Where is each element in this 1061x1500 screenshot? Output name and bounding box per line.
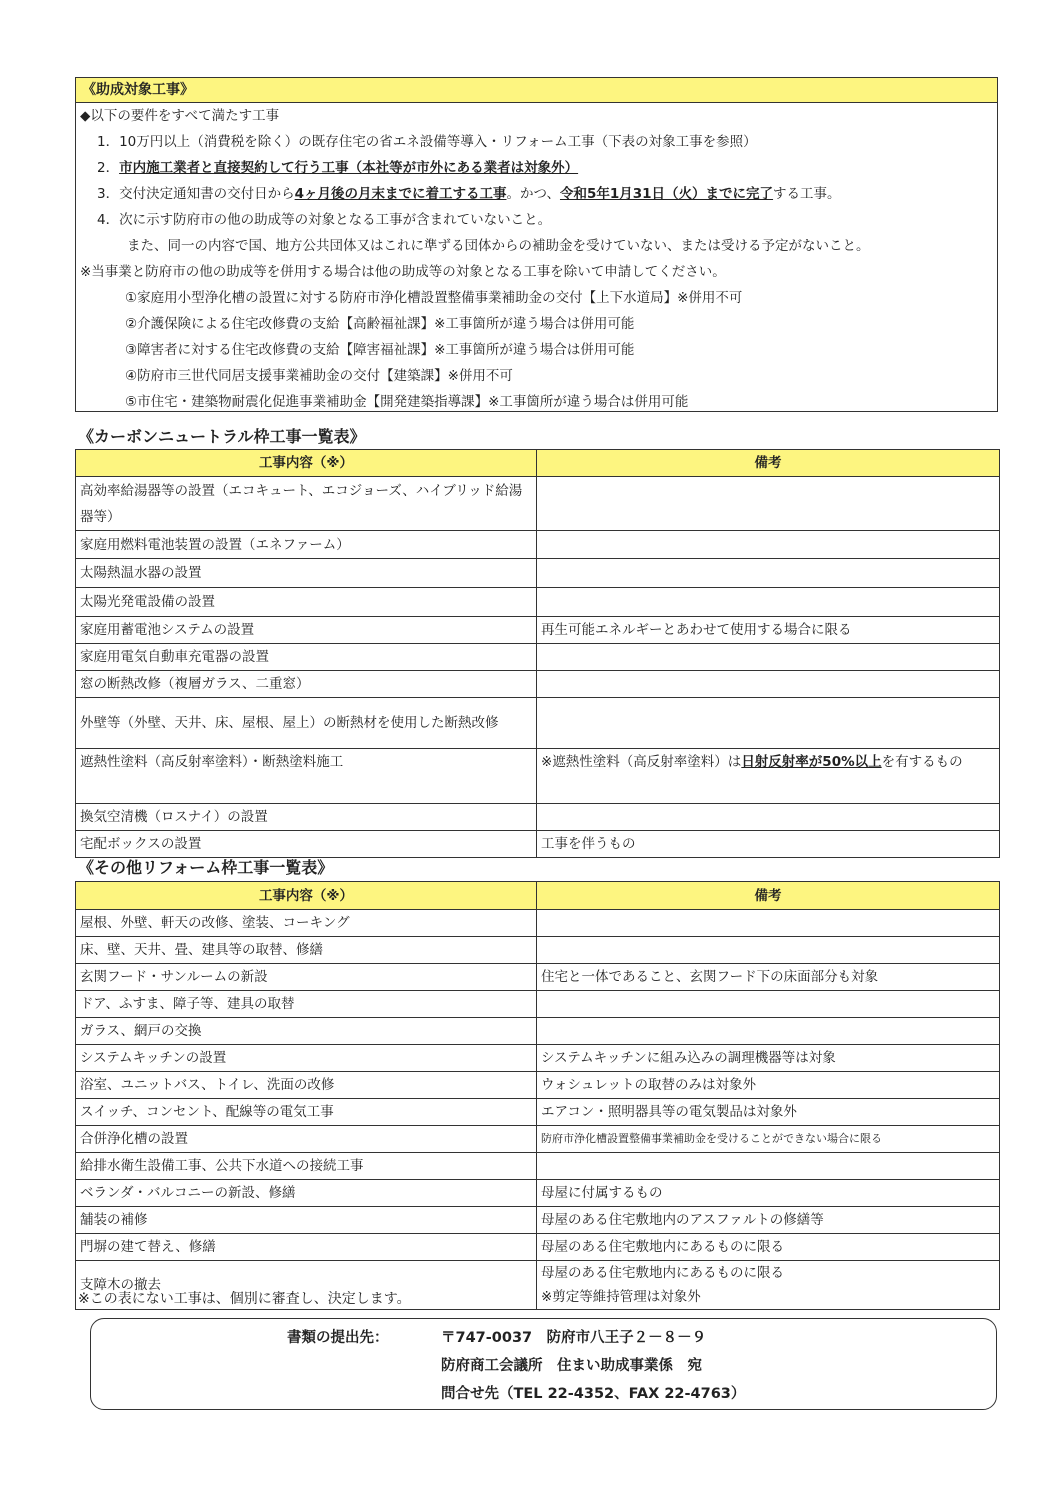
submission-address: 〒747-0037 防府市八王子２－８－９ — [441, 1330, 707, 1346]
requirements-intro: ◆以下の要件をすべて満たす工事 — [80, 108, 280, 124]
note-cell — [537, 1153, 1000, 1180]
submission-label: 書類の提出先： — [287, 1330, 389, 1346]
note-cell — [537, 910, 1000, 937]
table-header-row — [76, 450, 1000, 477]
work-cell: 高効率給湯器等の設置（エコキュート、エコジョーズ、ハイブリッド給湯器等） — [76, 477, 537, 531]
work-cell: 遮熱性塗料（高反射率塗料）・断熱塗料施工 — [76, 749, 537, 804]
work-cell: 浴室、ユニットバス、トイレ、洗面の改修 — [76, 1072, 537, 1099]
table-row — [76, 749, 1000, 804]
note-cell: 母屋に付属するもの — [537, 1180, 1000, 1207]
note-cell — [537, 477, 1000, 531]
note-cell — [537, 804, 1000, 831]
note-cell — [537, 1261, 1000, 1310]
other-subsidy-4: ④防府市三世代同居支援事業補助金の交付【建築課】※併用不可 — [125, 368, 513, 384]
note-cell — [537, 749, 1000, 804]
table-row — [76, 559, 1000, 588]
table-row — [76, 1072, 1000, 1099]
requirement-3-completion-deadline: 令和5年1月31日（火）までに完了 — [559, 186, 774, 202]
work-cell: 太陽光発電設備の設置 — [76, 588, 537, 617]
note-cell — [537, 937, 1000, 964]
work-cell: ガラス、網戸の交換 — [76, 1018, 537, 1045]
note-cell: エアコン・照明器具等の電気製品は対象外 — [537, 1099, 1000, 1126]
column-header-note: 備考 — [537, 882, 1000, 910]
table-row — [76, 1099, 1000, 1126]
note-cell — [537, 1018, 1000, 1045]
table-row — [76, 1126, 1000, 1153]
note-cell — [537, 644, 1000, 671]
submission-recipient: 防府商工会議所 住まい助成事業係 宛 — [441, 1358, 702, 1374]
work-cell: 給排水衛生設備工事、公共下水道への接続工事 — [76, 1153, 537, 1180]
column-header-work: 工事内容（※） — [76, 450, 537, 477]
note-cell: 母屋のある住宅敷地内のアスファルトの修繕等 — [537, 1207, 1000, 1234]
work-cell: 宅配ボックスの設置 — [76, 831, 537, 858]
table-row — [76, 937, 1000, 964]
table-row — [76, 1207, 1000, 1234]
requirement-3-start-deadline: 4ヶ月後の月末までに着工する工事 — [294, 186, 507, 202]
work-cell: ドア、ふすま、障子等、建具の取替 — [76, 991, 537, 1018]
note-reflectance: 日射反射率が50%以上 — [741, 754, 882, 770]
note-cell — [537, 531, 1000, 559]
requirement-1: 1．10万円以上（消費税を除く）の既存住宅の省エネ設備等導入・リフォーム工事（下表の対象工事を参照） — [97, 134, 757, 150]
table-footnote: ※この表にない工事は、個別に審査し、決定します。 — [78, 1291, 411, 1307]
requirement-4-sub: また、同一の内容で国、地方公共団体又はこれに準ずる団体からの補助金を受けていない、または受ける予定がないこと。 — [127, 238, 870, 254]
work-cell: 合併浄化槽の設置 — [76, 1126, 537, 1153]
work-cell: 家庭用蓄電池システムの設置 — [76, 617, 537, 644]
table-row — [76, 588, 1000, 617]
requirement-3 — [97, 185, 841, 203]
requirement-3-part-c: 。かつ、 — [506, 186, 560, 202]
table-row — [76, 617, 1000, 644]
requirement-2-text: 市内施工業者と直接契約して行う工事（本社等が市外にある業者は対象外） — [119, 160, 579, 176]
requirement-3-part-a: 3．交付決定通知書の交付日から — [97, 186, 295, 202]
table-row — [76, 644, 1000, 671]
work-cell: 舗装の補修 — [76, 1207, 537, 1234]
table-row — [76, 671, 1000, 698]
work-cell: 外壁等（外壁、天井、床、屋根、屋上）の断熱材を使用した断熱改修 — [76, 698, 537, 749]
work-cell: 窓の断熱改修（複層ガラス、二重窓） — [76, 671, 537, 698]
note-cell: 再生可能エネルギーとあわせて使用する場合に限る — [537, 617, 1000, 644]
requirements-note: ※当事業と防府市の他の助成等を併用する場合は他の助成等の対象となる工事を除いて申請してください。 — [80, 264, 726, 280]
table-header-row — [76, 882, 1000, 910]
submission-box — [90, 1318, 997, 1410]
note-cell — [537, 698, 1000, 749]
other-table — [75, 881, 1000, 1310]
table-row — [76, 1045, 1000, 1072]
note-cell — [537, 671, 1000, 698]
note-cell: 工事を伴うもの — [537, 831, 1000, 858]
work-cell: スイッチ、コンセント、配線等の電気工事 — [76, 1099, 537, 1126]
note-cell: 防府市浄化槽設置整備事業補助金を受けることができない場合に限る — [537, 1126, 1000, 1153]
carbon-table — [75, 449, 1000, 858]
requirements-title: 《助成対象工事》 — [76, 78, 997, 103]
note-cell — [537, 588, 1000, 617]
work-cell: 家庭用電気自動車充電器の設置 — [76, 644, 537, 671]
other-table-title: 《その他リフォーム枠工事一覧表》 — [78, 858, 334, 877]
note-cell — [537, 559, 1000, 588]
column-header-note: 備考 — [537, 450, 1000, 477]
requirement-2 — [97, 159, 578, 177]
table-row — [76, 991, 1000, 1018]
table-row — [76, 1180, 1000, 1207]
other-subsidy-2: ②介護保険による住宅改修費の支給【高齢福祉課】※工事箇所が違う場合は併用可能 — [125, 316, 635, 332]
work-cell: システムキッチンの設置 — [76, 1045, 537, 1072]
work-cell: 支障木の撤去 — [76, 1261, 537, 1310]
table-row — [76, 831, 1000, 858]
table-row — [76, 531, 1000, 559]
note-cell — [537, 991, 1000, 1018]
other-subsidy-3: ③障害者に対する住宅改修費の支給【障害福祉課】※工事箇所が違う場合は併用可能 — [125, 342, 635, 358]
note-line-2: ※剪定等維持管理は対象外 — [541, 1289, 701, 1305]
carbon-table-title: 《カーボンニュートラル枠工事一覧表》 — [78, 427, 366, 446]
table-row — [76, 1018, 1000, 1045]
table-row — [76, 964, 1000, 991]
note-part-c: を有するもの — [881, 754, 963, 770]
submission-contact: 問合せ先（TEL 22-4352、FAX 22-4763） — [441, 1386, 746, 1402]
requirement-2-number: 2． — [97, 160, 120, 176]
work-cell: 屋根、外壁、軒天の改修、塗装、コーキング — [76, 910, 537, 937]
note-part-a: ※遮熱性塗料（高反射率塗料）は — [541, 754, 742, 770]
other-subsidy-5: ⑤市住宅・建築物耐震化促進事業補助金【開発建築指導課】※工事箇所が違う場合は併用可能 — [125, 394, 689, 410]
work-cell: 門塀の建て替え、修繕 — [76, 1234, 537, 1261]
note-cell: 母屋のある住宅敷地内にあるものに限る — [537, 1234, 1000, 1261]
work-cell: 太陽熱温水器の設置 — [76, 559, 537, 588]
work-cell: 床、壁、天井、畳、建具等の取替、修繕 — [76, 937, 537, 964]
table-row — [76, 477, 1000, 531]
requirement-4: 4．次に示す防府市の他の助成等の対象となる工事が含まれていないこと。 — [97, 212, 552, 228]
note-cell: ウォシュレットの取替のみは対象外 — [537, 1072, 1000, 1099]
work-cell: 玄関フード・サンルームの新設 — [76, 964, 537, 991]
work-cell: ベランダ・バルコニーの新設、修繕 — [76, 1180, 537, 1207]
table-row — [76, 804, 1000, 831]
work-cell: 換気空清機（ロスナイ）の設置 — [76, 804, 537, 831]
note-line-1: 母屋のある住宅敷地内にあるものに限る — [541, 1265, 784, 1281]
note-cell: システムキッチンに組み込みの調理機器等は対象 — [537, 1045, 1000, 1072]
work-cell: 家庭用燃料電池装置の設置（エネファーム） — [76, 531, 537, 559]
table-row — [76, 1234, 1000, 1261]
other-subsidy-1: ①家庭用小型浄化槽の設置に対する防府市浄化槽設置整備事業補助金の交付【上下水道局】※併用不可 — [125, 290, 743, 306]
table-row — [76, 1153, 1000, 1180]
table-row — [76, 910, 1000, 937]
column-header-work: 工事内容（※） — [76, 882, 537, 910]
table-row — [76, 698, 1000, 749]
requirement-3-part-e: する工事。 — [773, 186, 841, 202]
note-cell: 住宅と一体であること、玄関フード下の床面部分も対象 — [537, 964, 1000, 991]
